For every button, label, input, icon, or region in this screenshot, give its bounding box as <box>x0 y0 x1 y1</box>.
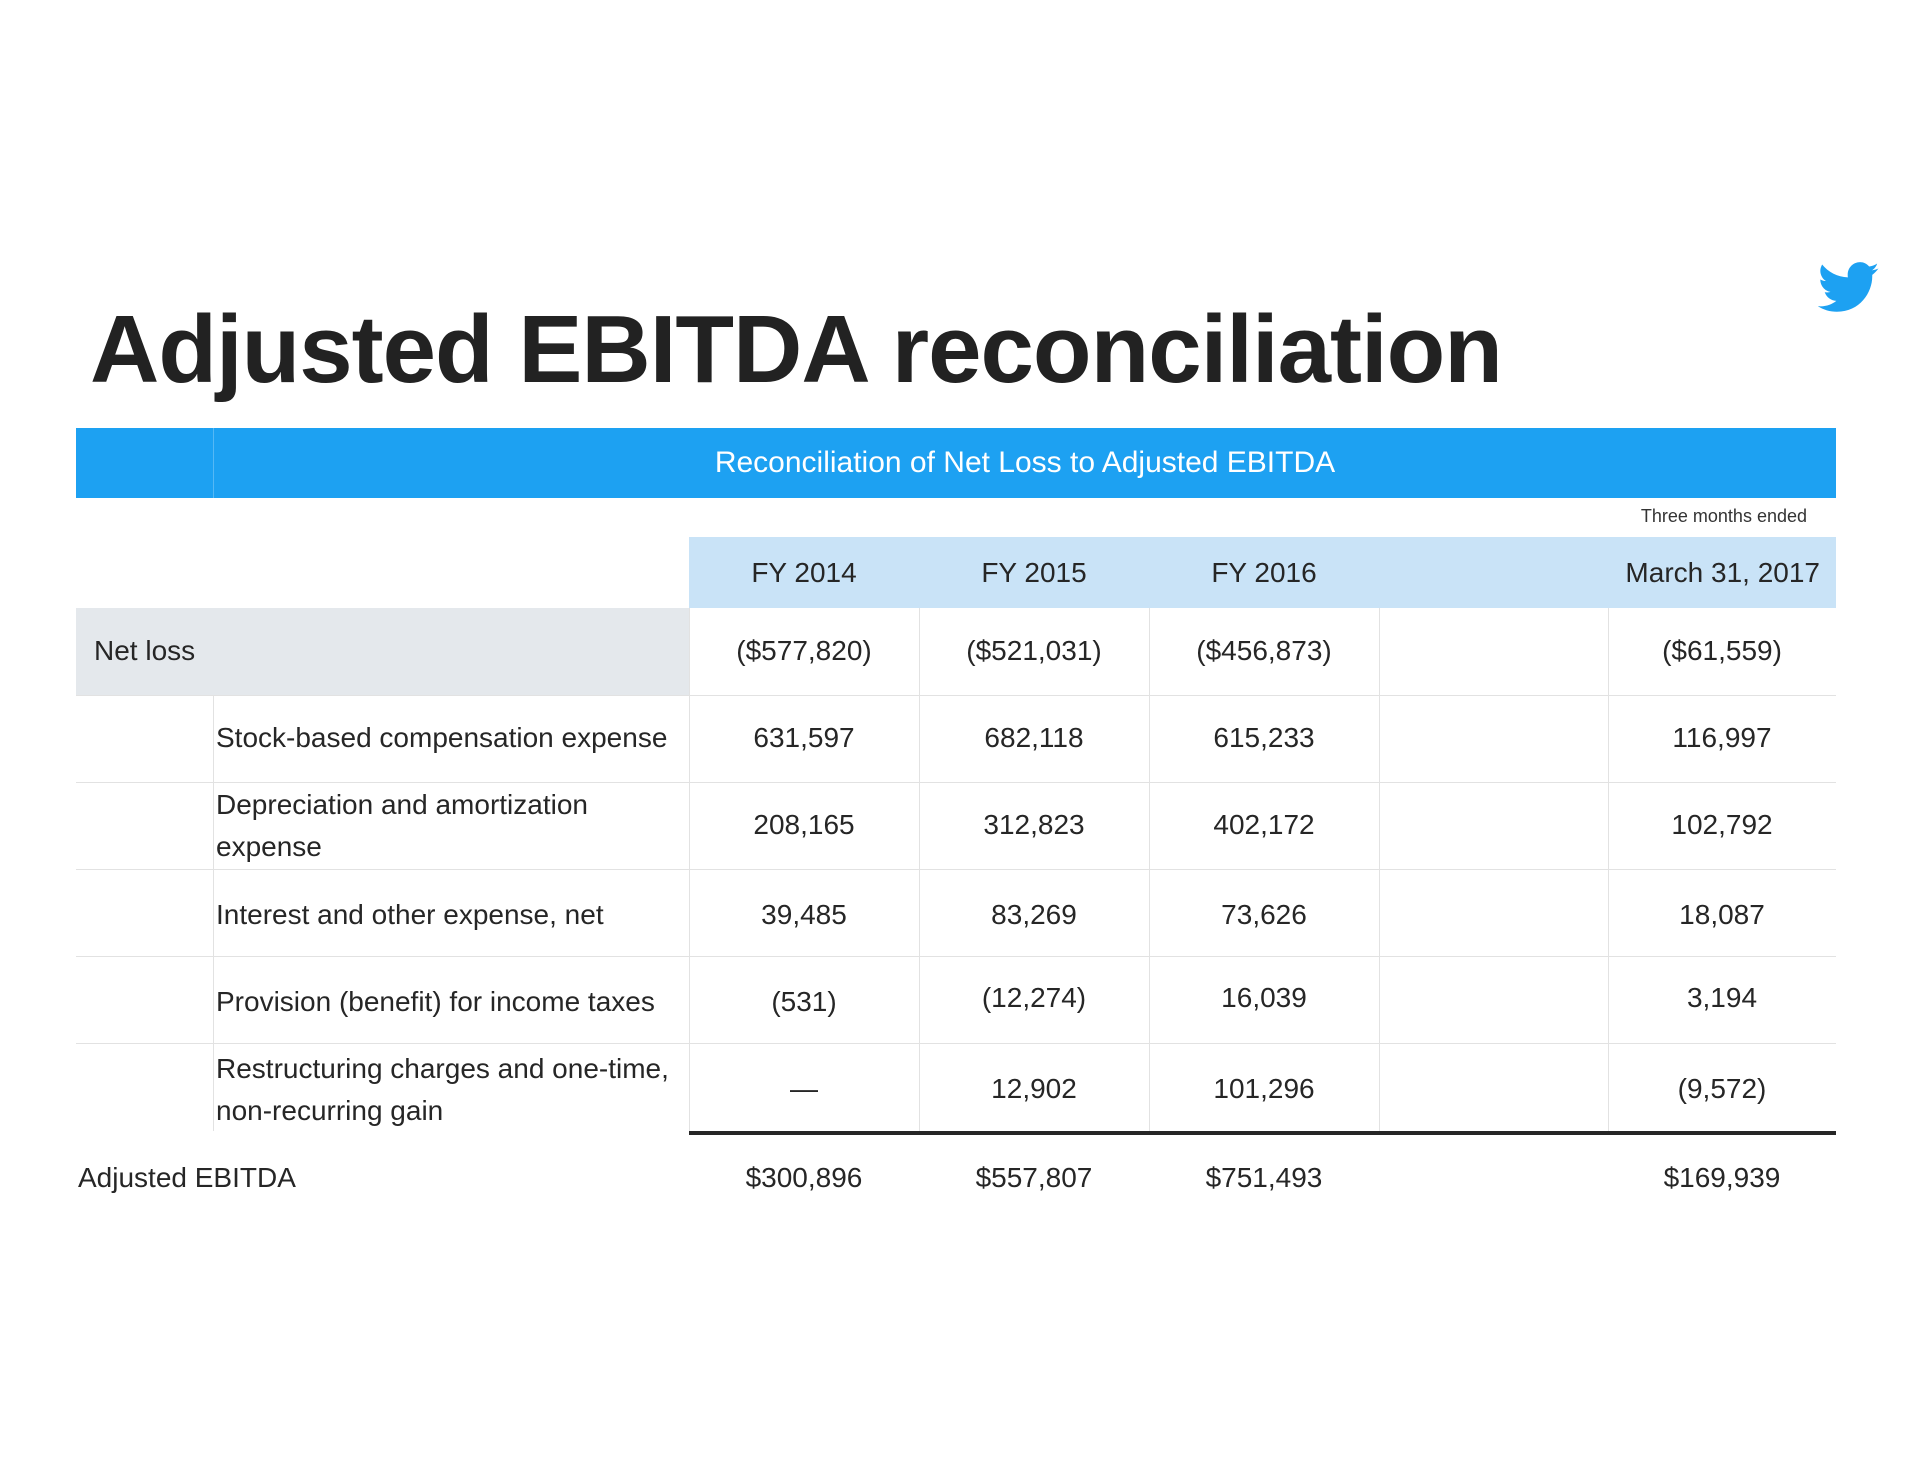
table-cell: 73,626 <box>1221 899 1307 930</box>
period-note: Three months ended <box>1640 506 1807 526</box>
table-cell: ($61,559) <box>1662 635 1782 666</box>
row-label: Restructuring charges and one-time, non-recurring gain <box>216 1053 669 1126</box>
row-divider <box>76 869 1836 870</box>
column-header: FY 2016 <box>1211 557 1317 588</box>
table-cell: 16,039 <box>1221 982 1307 1013</box>
row-divider <box>76 782 1836 783</box>
table-cell: ($456,873) <box>1196 635 1332 666</box>
column-divider <box>1379 608 1380 1131</box>
table-cell: 3,194 <box>1686 982 1758 1013</box>
table-cell: 83,269 <box>991 899 1077 930</box>
column-divider <box>1608 608 1609 1131</box>
table-cell: 102,792 <box>1671 809 1773 840</box>
column-divider <box>919 608 920 1131</box>
table-row <box>0 1043 1920 1130</box>
column-divider <box>213 695 214 1131</box>
row-label: Provision (benefit) for income taxes <box>216 986 655 1017</box>
column-header: FY 2015 <box>981 557 1087 588</box>
page-title: Adjusted EBITDA reconciliation <box>90 296 1502 403</box>
table-cell: 402,172 <box>1213 809 1315 840</box>
table-row <box>0 782 1920 869</box>
table-cell: 12,902 <box>991 1073 1077 1104</box>
table-cell: 682,118 <box>984 722 1084 753</box>
table-cell: 116,997 <box>1672 722 1772 753</box>
twitter-bird-icon <box>1818 262 1880 314</box>
table-caption-bar <box>76 428 1836 498</box>
total-cell: $557,807 <box>975 1162 1093 1193</box>
table-cell: 18,087 <box>1679 899 1765 930</box>
table-cell: 208,165 <box>753 809 855 840</box>
row-label: Interest and other expense, net <box>216 899 604 930</box>
total-cell: $751,493 <box>1205 1162 1323 1193</box>
column-divider <box>1149 608 1150 1131</box>
total-rule <box>689 1131 1836 1135</box>
table-row <box>0 695 1920 782</box>
table-row <box>0 869 1920 956</box>
row-label: Depreciation and amortization expense <box>216 789 588 862</box>
table-caption: Reconciliation of Net Loss to Adjusted EBITDA <box>714 446 1336 479</box>
row-label: Stock-based compensation expense <box>216 722 668 753</box>
table-row <box>0 956 1920 1043</box>
column-header: FY 2014 <box>751 557 857 588</box>
column-header: March 31, 2017 <box>1625 557 1820 588</box>
table-cell: (9,572) <box>1677 1073 1767 1104</box>
table-cell: 631,597 <box>753 722 855 753</box>
table-cell: ($521,031) <box>966 635 1102 666</box>
column-divider <box>689 608 690 1131</box>
row-divider <box>76 956 1836 957</box>
total-cell: $169,939 <box>1663 1162 1781 1193</box>
table-cell: — <box>790 1073 818 1104</box>
row-divider <box>76 695 1836 696</box>
table-cell: (12,274) <box>981 982 1087 1013</box>
table-cell: (531) <box>771 986 837 1017</box>
table-cell: 312,823 <box>983 809 1085 840</box>
table-cell: 101,296 <box>1213 1073 1315 1104</box>
column-header-row <box>689 537 1836 608</box>
row-divider <box>76 1043 1836 1044</box>
table-cell: ($577,820) <box>736 635 872 666</box>
table-row <box>0 608 1920 695</box>
table-cell: 615,233 <box>1213 722 1315 753</box>
total-cell: $300,896 <box>745 1162 863 1193</box>
table-cell: 39,485 <box>761 899 847 930</box>
row-label: Net loss <box>94 635 196 666</box>
total-label: Adjusted EBITDA <box>78 1162 296 1193</box>
